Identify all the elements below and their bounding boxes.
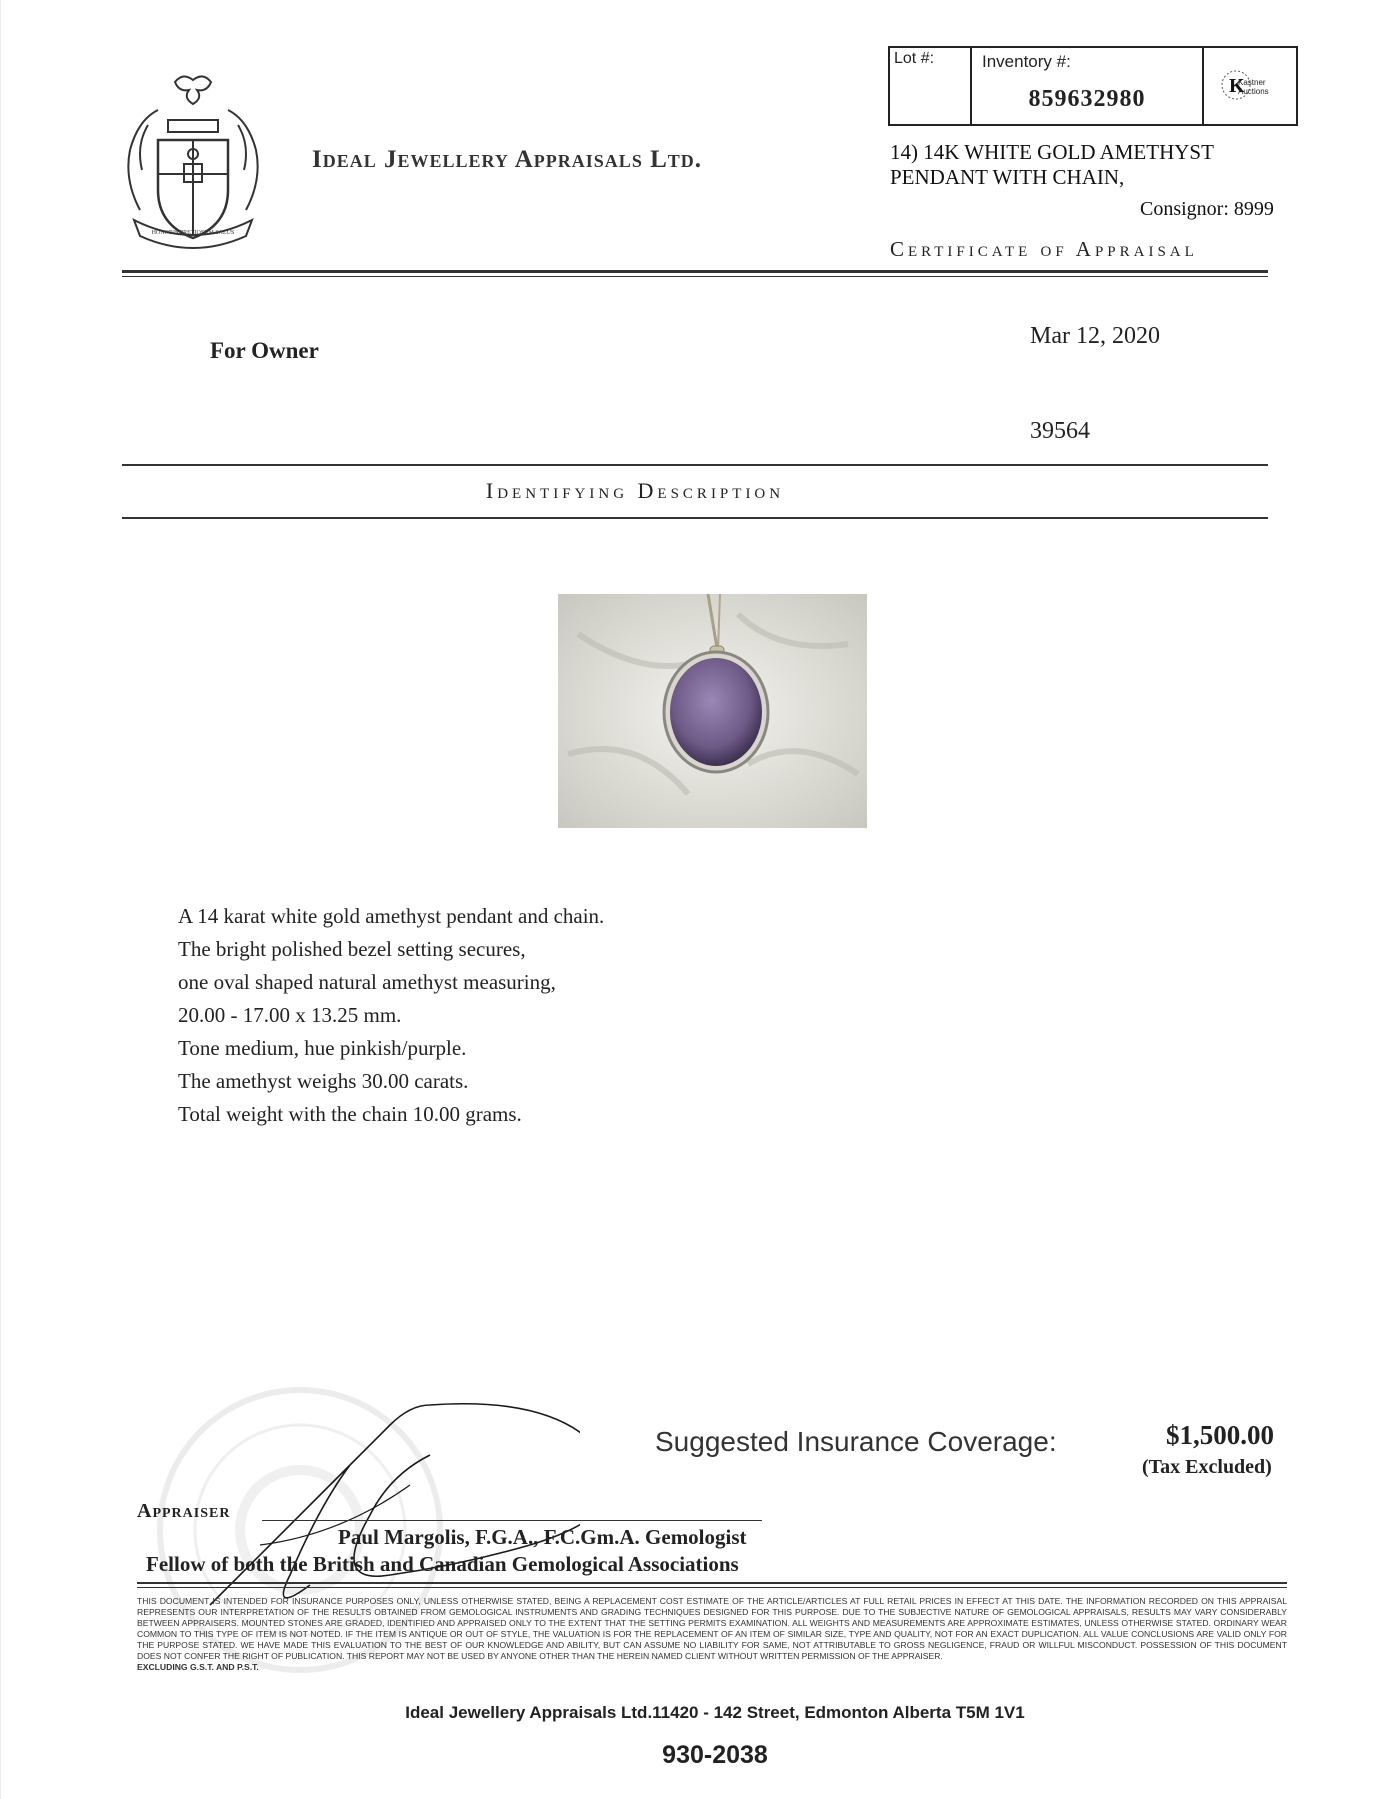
inventory-cell <box>972 48 1204 124</box>
tax-note: (Tax Excluded) <box>1142 1456 1272 1478</box>
divider <box>137 1587 1287 1588</box>
lot-item-line: 14) 14K WHITE GOLD AMETHYST <box>890 140 1214 164</box>
reference-number: 39564 <box>1030 418 1090 444</box>
lot-item-line: PENDANT WITH CHAIN, <box>890 165 1125 189</box>
divider <box>122 464 1268 466</box>
divider <box>122 276 1268 277</box>
crest-icon <box>118 70 268 260</box>
lot-cell <box>890 48 972 124</box>
item-description <box>178 900 604 1131</box>
certificate-title: Certificate of Appraisal <box>890 237 1198 261</box>
description-line: The amethyst weighs 30.00 carats. <box>178 1069 469 1093</box>
appraiser-credentials: Fellow of both the British and Canadian Gemological Associations <box>146 1552 739 1576</box>
divider <box>137 1582 1287 1584</box>
signature-line <box>262 1520 762 1521</box>
owner-label: For Owner <box>210 338 319 363</box>
description-line: 20.00 - 17.00 x 13.25 mm. <box>178 1003 402 1027</box>
description-line: The bright polished bezel setting secures, <box>178 937 526 961</box>
insurance-amount: $1,500.00 <box>1166 1420 1274 1450</box>
description-line: Total weight with the chain 10.00 grams. <box>178 1102 522 1126</box>
disclaimer-tax-line: EXCLUDING G.S.T. AND P.S.T. <box>137 1662 259 1672</box>
description-line: one oval shaped natural amethyst measuring, <box>178 970 556 994</box>
svg-text:K: K <box>1229 75 1245 97</box>
inventory-label: Inventory #: <box>982 52 1071 71</box>
footer-phone: 930-2038 <box>662 1741 768 1769</box>
appraisal-date: Mar 12, 2020 <box>1030 323 1160 349</box>
footer-address: Ideal Jewellery Appraisals Ltd.11420 - 142 Street, Edmonton Alberta T5M 1V1 <box>405 1703 1025 1722</box>
description-line: Tone medium, hue pinkish/purple. <box>178 1036 467 1060</box>
consignor: Consignor: 8999 <box>1140 198 1274 220</box>
divider <box>122 517 1268 519</box>
inventory-number: 859632980 <box>1028 86 1146 112</box>
section-title: Identifying Description <box>485 478 785 503</box>
auction-logo-text: Kastner Auctions <box>1238 78 1269 96</box>
divider <box>122 270 1268 273</box>
description-line: A 14 karat white gold amethyst pendant and chain. <box>178 904 605 928</box>
item-photo <box>558 594 867 828</box>
auction-logo-cell <box>1204 48 1296 124</box>
disclaimer <box>137 1596 1287 1673</box>
company-name: Ideal Jewellery Appraisals Ltd. <box>312 146 703 173</box>
appraiser-label: Appraiser <box>137 1500 231 1522</box>
crest-motto: HONORIS PRETIOSUM SALUS <box>151 230 235 236</box>
appraiser-name: Paul Margolis, F.G.A., F.C.Gm.A. Gemologist <box>338 1525 747 1549</box>
insurance-label: Suggested Insurance Coverage: <box>655 1426 1057 1457</box>
lot-item-description <box>890 140 1214 190</box>
lot-label: Lot #: <box>894 50 935 67</box>
disclaimer-text: THIS DOCUMENT IS INTENDED FOR INSURANCE PURPOSES ONLY, UNLESS OTHERWISE STATED, BEING A REPLACEMENT COST ESTIMATE OF THE ARTICLE/ARTICLES AT FULL RETAIL PRICES IN EFFECT AT THIS DATE. THE INFORMATION RECORDED ON THIS APPRAISAL REPRESENTS OUR INTERPRETATION OF THE RESULTS OBTAINED FROM GEMOLOGICAL INSTRUMENTS AND GRADING TECHNIQUES DESIGNED FOR THIS PURPOSE. DUE TO THE SUBJECTIVE NATURE OF GEMOLOGICAL APPRAISALS, RESULTS MAY VARY CONSIDERABLY BETWEEN APPRAISERS. MOUNTED STONES ARE GRADED, IDENTIFIED AND APPRAISED ONLY TO THE EXTENT THAT THE SETTING PERMITS EXAMINATION. ALL WEIGHTS AND MEASUREMENTS ARE APPROXIMATE ESTIMATES, UNLESS OTHERWISE STATED. ORDINARY WEAR COMMON TO THIS TYPE OF ITEM IS NOT NOTED. IF THE ITEM IS ANTIQUE OR OUT OF STYLE, THE VALUATION IS FOR THE REPLACEMENT OF AN ITEM OF SIMILAR SIZE, TYPE AND QUALITY, NOT FOR AN EXACT DUPLICATION. ALL VALUE CONCLUSIONS ARE VALID ONLY FOR THE PURPOSE STATED. WE HAVE MADE THIS EVALUATION TO THE BEST OF OUR KNOWLEDGE AND ABILITY, BUT CAN ASSUME NO LIABILITY FOR SAME, NOT ATTRIBUTABLE TO GROSS NEGLIGENCE, FRAUD OR WILLFUL MISCONDUCT. POSSESSION OF THIS DOCUMENT DOES NOT CONFER THE RIGHT OF PUBLICATION. THIS REPORT MAY NOT BE USED BY ANYONE OTHER THAN THE HEREIN NAMED CLIENT WITHOUT WRITTEN PERMISSION OF THE APPRAISER. <box>137 1596 1287 1661</box>
lot-label-box <box>888 46 1298 126</box>
